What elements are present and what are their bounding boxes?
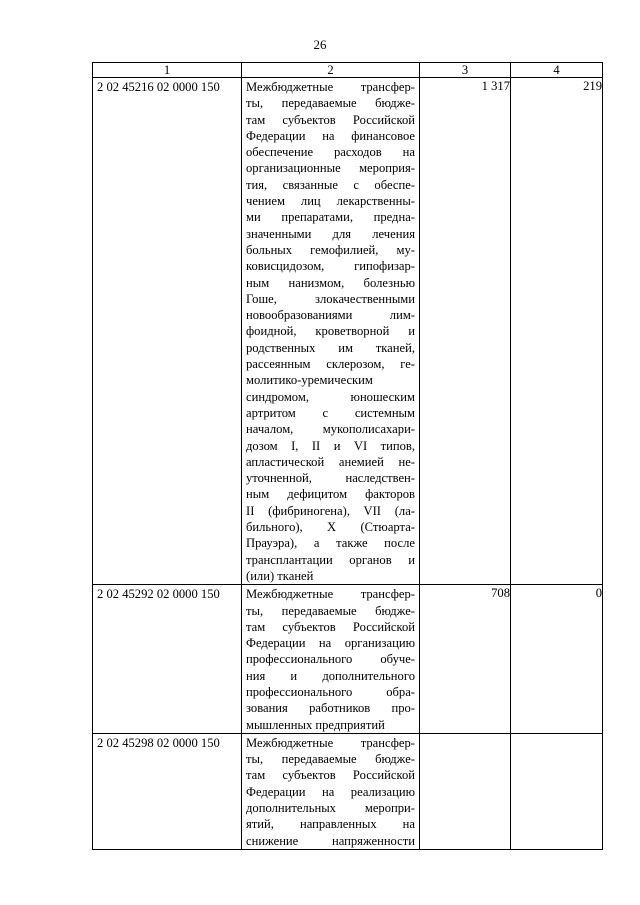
description-line: ты, передаваемые бюдже- [246, 96, 415, 111]
description-line: Межбюджетные трансфер- [246, 587, 415, 602]
column-header-1: 1 [93, 63, 242, 78]
budget-revenue-table [92, 62, 603, 850]
budget-code: 2 02 45298 02 0000 150 [97, 735, 220, 750]
description-line: бильного), X (Стюарта- [246, 520, 415, 535]
description-line: ми препаратами, предна- [246, 210, 415, 225]
description-line: Гоше, злокачественными [246, 291, 415, 306]
description-line: Федерации на финансовое [246, 128, 415, 143]
description-line: мышленных предприятий [246, 717, 385, 732]
description-line: Федерации на организацию [246, 636, 415, 651]
description-line: ковисцидозом, гипофизар- [246, 259, 415, 274]
description-line: снижение напряженности [246, 833, 415, 848]
description-line: новообразованиями лим- [246, 308, 415, 323]
description-line: ты, передаваемые бюдже- [246, 603, 415, 618]
table-row [93, 585, 603, 734]
column-header-4: 4 [511, 63, 603, 78]
description-line: рассеянным склерозом, ге- [246, 357, 415, 372]
description-text [242, 585, 419, 733]
amount-column-4: 219 [511, 78, 603, 585]
page-number: 26 [313, 37, 327, 52]
description-line: (или) тканей [246, 568, 314, 583]
amount-column-3: 708 [420, 585, 511, 734]
description-line: ты, передаваемые бюдже- [246, 752, 415, 767]
description-line: там субъектов Российской [246, 768, 415, 783]
description-line: профессионального обуче- [246, 652, 415, 667]
description-line: молитико-уремическим [246, 373, 373, 388]
budget-code-cell [93, 78, 242, 585]
amount-column-3: 1 317 [420, 78, 511, 585]
amount-column-3 [420, 733, 511, 849]
description-line: фоидной, кроветворной и [246, 324, 415, 339]
description-text [242, 78, 419, 584]
description-line: апластической анемией не- [246, 454, 415, 469]
description-line: ния и дополнительного [246, 668, 415, 683]
description-line: организационные мероприя- [246, 161, 415, 176]
table-row [93, 733, 603, 849]
description-line: трансплантации органов и [246, 552, 415, 567]
description-line: Прауэра), а также после [246, 536, 415, 551]
description-line: ным дефицитом факторов [246, 487, 415, 502]
amount-column-4 [511, 733, 603, 849]
description-cell [242, 733, 420, 849]
amount-column-4: 0 [511, 585, 603, 734]
column-header-2: 2 [242, 63, 420, 78]
description-line: там субъектов Российской [246, 112, 415, 127]
budget-code-cell [93, 733, 242, 849]
description-text [242, 734, 419, 849]
description-line: профессионального обра- [246, 684, 415, 699]
description-line: Федерации на реализацию [246, 784, 415, 799]
column-header-3: 3 [420, 63, 511, 78]
description-cell [242, 585, 420, 734]
description-line: синдромом, юношеским [246, 389, 415, 404]
description-line: зования работников про- [246, 701, 415, 716]
description-line: больных гемофилией, му- [246, 242, 415, 257]
budget-code-cell [93, 585, 242, 734]
description-line: чением лиц лекарственны- [246, 194, 415, 209]
description-line: ным нанизмом, болезнью [246, 275, 415, 290]
description-line: значенными для лечения [246, 226, 415, 241]
table-header-row [93, 63, 603, 78]
budget-code: 2 02 45216 02 0000 150 [97, 80, 220, 94]
description-line: артритом с системным [246, 405, 415, 420]
description-line: дозом I, II и VI типов, [246, 438, 415, 453]
description-line: там субъектов Российской [246, 619, 415, 634]
description-line: ятий, направленных на [246, 817, 415, 832]
description-line: родственных им тканей, [246, 340, 415, 355]
table-body [93, 78, 603, 850]
description-line: II (фибриногена), VII (ла- [246, 503, 415, 518]
table-row [93, 78, 603, 585]
description-line: Межбюджетные трансфер- [246, 80, 415, 94]
description-line: уточненной, наследствен- [246, 471, 415, 486]
description-line: началом, мукополисахари- [246, 422, 415, 437]
budget-code: 2 02 45292 02 0000 150 [97, 587, 220, 602]
description-line: Межбюджетные трансфер- [246, 735, 415, 750]
description-line: тия, связанные с обеспе- [246, 177, 415, 192]
description-cell [242, 78, 420, 585]
description-line: дополнительных меропри- [246, 801, 415, 816]
description-line: обеспечение расходов на [246, 145, 415, 160]
